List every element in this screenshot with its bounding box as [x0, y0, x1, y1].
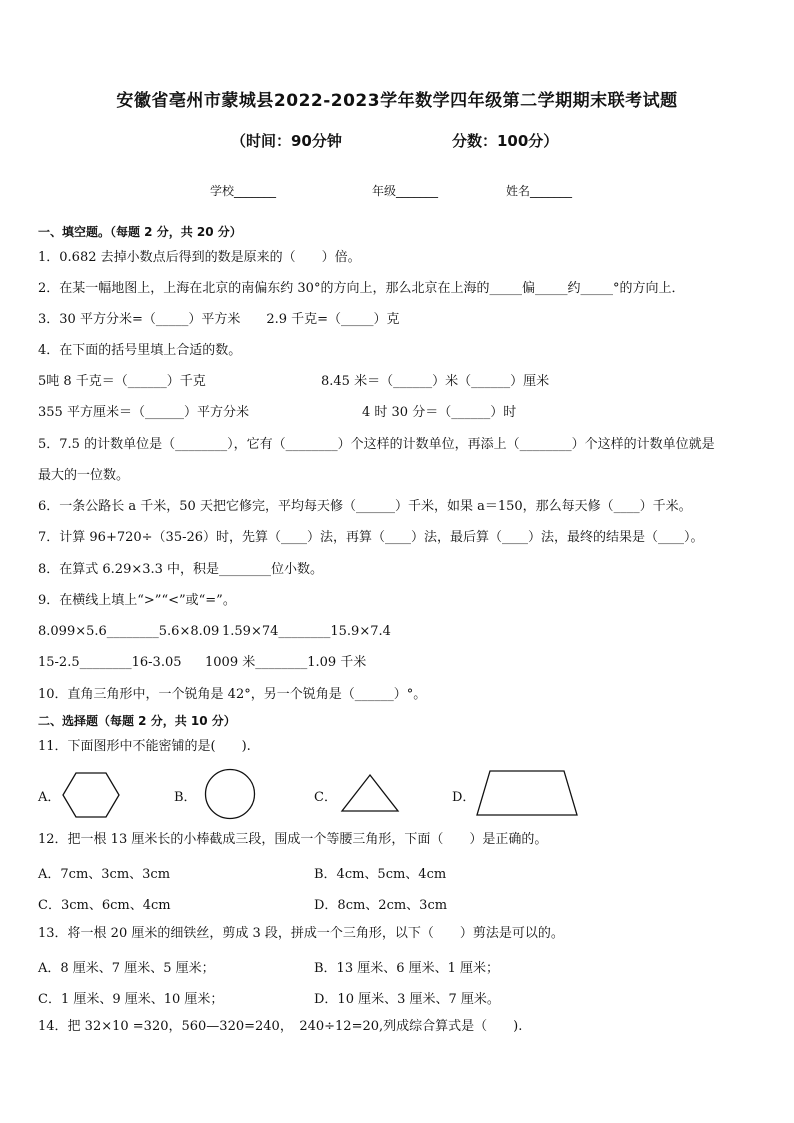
question-2: 2．在某一幅地图上，上海在北京的南偏东约 30°的方向上，那么北京在上海的_____偏_____约_____°的方向上． [38, 281, 685, 296]
question-8: 8．在算式 6.29×3.3 中，积是________位小数。 [38, 562, 324, 577]
question-9-item-a: 8.099×5.6________5.6×8.09 [38, 624, 220, 639]
question-14: 14．把 32×10 =320，560—320=240， 240÷12=20,列成综合算式是（ ). [38, 1019, 523, 1034]
q12-option-c: C．3cm、6cm、4cm [38, 898, 171, 913]
question-4-item-b: 8.45 米＝（______）米（______）厘米 [321, 374, 550, 389]
circle-shape [204, 768, 256, 820]
question-4-item-d: 4 时 30 分＝（______）时 [362, 405, 517, 420]
question-10: 10．直角三角形中，一个锐角是 42°，另一个锐角是（______）°。 [38, 687, 427, 702]
question-7: 7．计算 96+720÷（35-26）时，先算（____）法，再算（____）法，最后算（____）法，最终的结果是（____）。 [38, 530, 704, 545]
q11-label-a: A． [38, 790, 61, 805]
question-9-item-d: 1009 米________1.09 千米 [205, 655, 367, 670]
triangle-shape [341, 774, 399, 812]
question-9: 9．在横线上填上“>”“<”或“=”。 [38, 593, 236, 608]
q13-option-b: B．13 厘米、6 厘米、1 厘米； [314, 961, 500, 976]
question-12: 12．把一根 13 厘米长的小棒截成三段，围成一个等腰三角形，下面（ ）是正确的。 [38, 832, 548, 847]
name-field: 姓名_______ [506, 184, 573, 198]
question-11: 11．下面图形中不能密铺的是( ). [38, 739, 251, 754]
question-4-item-a: 5吨 8 千克＝（______）千克 [38, 374, 206, 389]
school-field: 学校_______ [210, 184, 277, 198]
q11-label-d: D． [452, 790, 476, 805]
section-heading-choice: 二、选择题（每题 2 分，共 10 分） [38, 714, 236, 728]
q12-option-b: B．4cm、5cm、4cm [314, 867, 447, 882]
page-title: 安徽省亳州市蒙城县2022-2023学年数学四年级第二学期期末联考试题 [116, 91, 678, 111]
exam-score: 分数：100分） [452, 132, 559, 150]
q11-label-c: C． [314, 790, 337, 805]
q13-option-c: C．1 厘米、9 厘米、10 厘米； [38, 992, 224, 1007]
question-4: 4．在下面的括号里填上合适的数。 [38, 343, 242, 358]
q13-option-a: A．8 厘米、7 厘米、5 厘米； [38, 961, 215, 976]
question-5-cont: 最大的一位数。 [38, 468, 130, 483]
question-4-item-c: 355 平方厘米＝（______）平方分米 [38, 405, 249, 420]
hexagon-shape [62, 772, 120, 818]
q13-option-d: D．10 厘米、3 厘米、7 厘米。 [314, 992, 500, 1007]
q12-option-a: A．7cm、3cm、3cm [38, 867, 171, 882]
question-1: 1．0.682 去掉小数点后得到的数是原来的（ ）倍。 [38, 250, 361, 265]
q11-label-b: B． [174, 790, 197, 805]
q12-option-d: D．8cm、2cm、3cm [314, 898, 448, 913]
question-9-item-c: 15-2.5________16-3.05 [38, 655, 182, 670]
question-13: 13．将一根 20 厘米的细铁丝，剪成 3 段，拼成一个三角形，以下（ ）剪法是可以的。 [38, 926, 564, 941]
question-6: 6．一条公路长 a 千米，50 天把它修完，平均每天修（______）千米，如果 a＝150，那么每天修（____）千米。 [38, 499, 692, 514]
question-3: 3．30 平方分米=（_____）平方米 2.9 千克=（_____）克 [38, 312, 400, 327]
exam-time: （时间：90分钟 [231, 132, 342, 150]
question-9-item-b: 1.59×74________15.9×7.4 [222, 624, 391, 639]
trapezoid-shape [476, 770, 578, 816]
grade-field: 年级_______ [372, 184, 439, 198]
question-5: 5．7.5 的计数单位是（________），它有（________）个这样的计数单位，再添上（________）个这样的计数单位就是 [38, 437, 715, 452]
section-heading-fill: 一、填空题。（每题 2 分，共 20 分） [38, 225, 242, 239]
